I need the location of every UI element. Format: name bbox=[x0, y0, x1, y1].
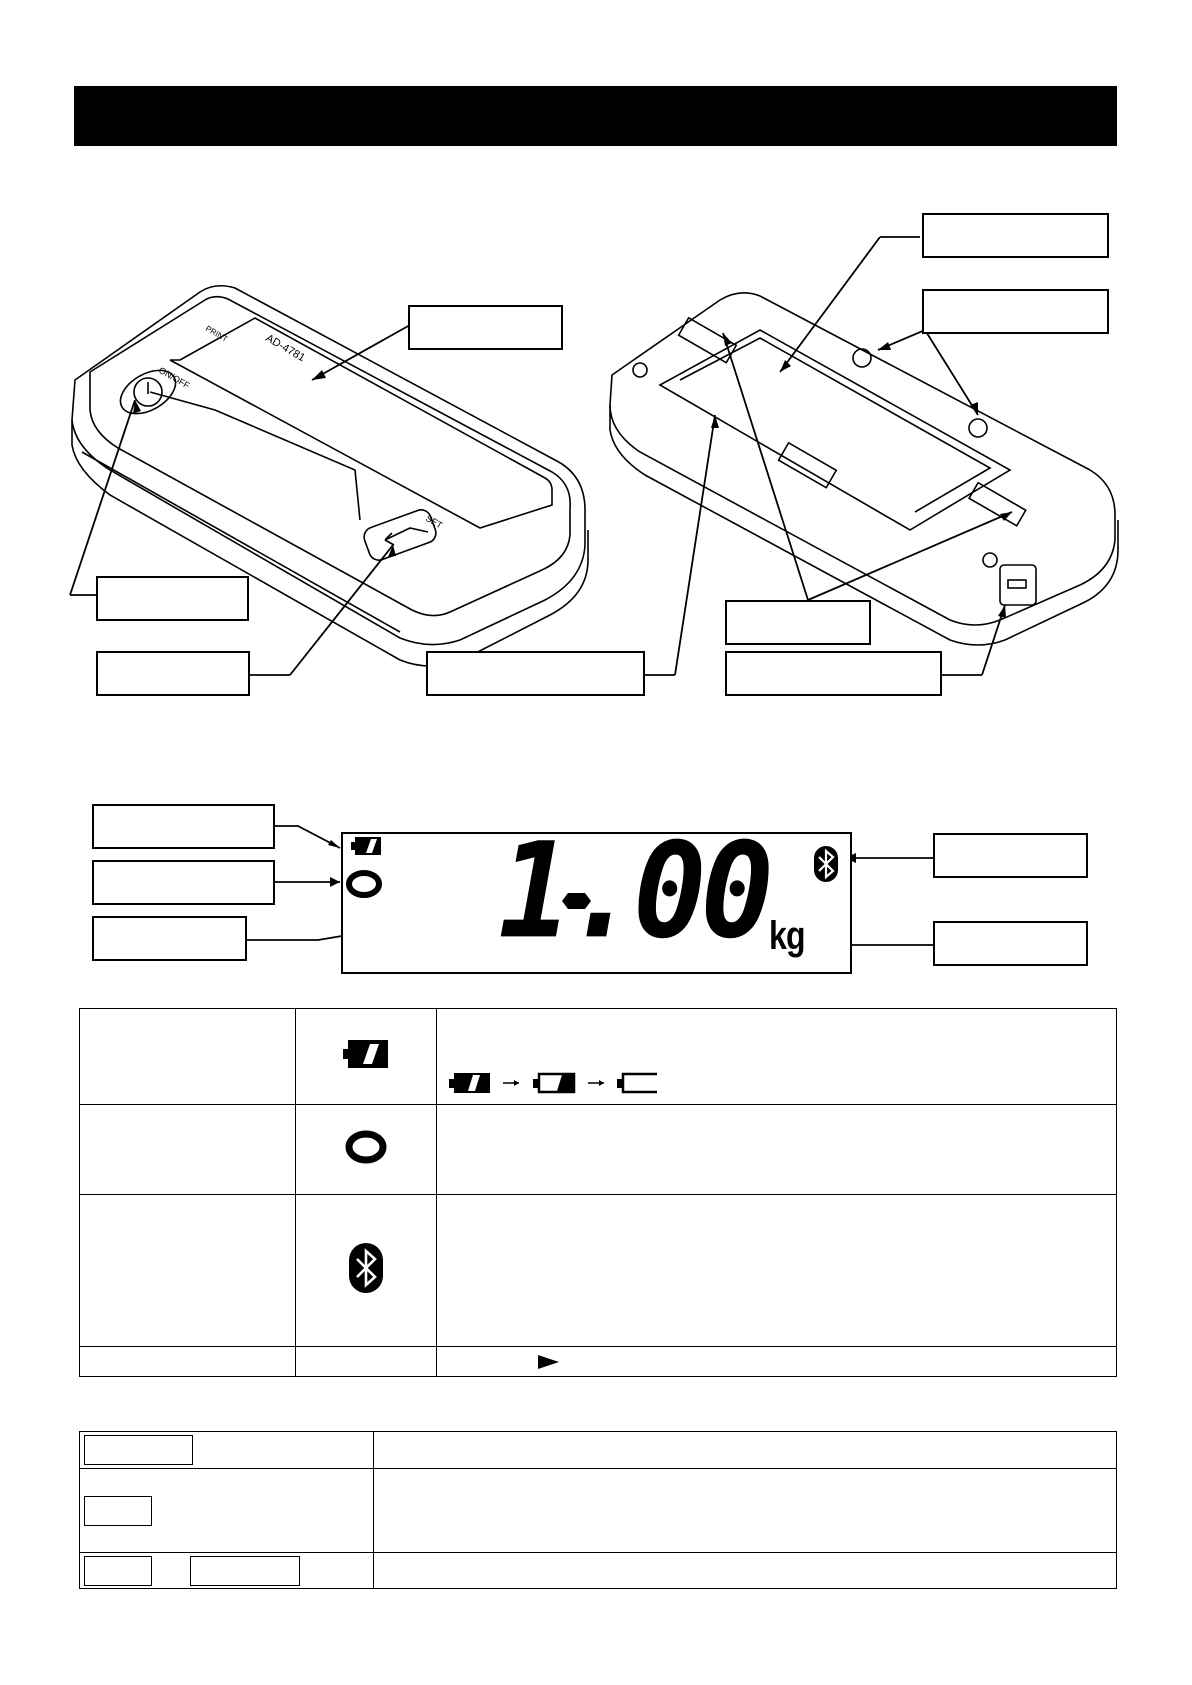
callout-weighing-pan bbox=[922, 213, 1109, 258]
stable-ring-icon bbox=[349, 873, 379, 895]
table-row bbox=[80, 1195, 1117, 1347]
indicator-name-cell bbox=[80, 1105, 296, 1195]
key-operation-table bbox=[79, 1431, 1117, 1589]
callout-battery-cover bbox=[426, 651, 645, 696]
battery-level-sequence bbox=[449, 1070, 679, 1096]
on-off-key-symbol bbox=[84, 1556, 152, 1586]
indicator-name-cell bbox=[80, 1009, 296, 1105]
indicator-description-cell bbox=[437, 1195, 1117, 1347]
key-description-cell bbox=[374, 1432, 1117, 1469]
rear-foot-2 bbox=[969, 419, 987, 437]
set-key-symbol bbox=[84, 1435, 193, 1465]
table-row bbox=[80, 1105, 1117, 1195]
rear-usb-port bbox=[1000, 565, 1036, 605]
bluetooth-icon bbox=[814, 846, 838, 882]
key-cell bbox=[80, 1553, 374, 1589]
table-row bbox=[80, 1553, 1117, 1589]
callout-on-off-key bbox=[96, 576, 249, 621]
battery-empty-icon bbox=[617, 1074, 657, 1092]
callout-display bbox=[408, 305, 563, 350]
rear-foot-1 bbox=[853, 349, 871, 367]
table-row bbox=[80, 1009, 1117, 1105]
table-row bbox=[80, 1432, 1117, 1469]
set-key-symbol bbox=[190, 1556, 300, 1586]
play-arrow-icon bbox=[537, 1354, 561, 1370]
lcd-panel bbox=[341, 814, 852, 974]
key-cell bbox=[80, 1432, 374, 1469]
indicator-name-cell bbox=[80, 1347, 296, 1377]
lcd-weight-value: 1.00 bbox=[498, 814, 768, 968]
key-cell bbox=[80, 1469, 374, 1553]
indicator-icon-cell bbox=[296, 1195, 437, 1347]
callout-set-key bbox=[96, 651, 250, 696]
indicator-description-cell bbox=[437, 1347, 1117, 1377]
key-description-cell bbox=[374, 1553, 1117, 1589]
front-print-label: PRINT bbox=[204, 323, 230, 344]
callout-usb-port bbox=[725, 651, 942, 696]
front-model-label: AD-4781 bbox=[263, 332, 308, 365]
battery-half-icon bbox=[533, 1074, 575, 1092]
on-off-key-symbol bbox=[84, 1496, 152, 1526]
front-on-off-label: ON/OFF bbox=[157, 365, 192, 391]
stable-ring-icon bbox=[344, 1129, 388, 1165]
indicator-description-cell bbox=[437, 1009, 1117, 1105]
bluetooth-icon bbox=[346, 1240, 386, 1296]
table-row bbox=[80, 1469, 1117, 1553]
battery-full-icon bbox=[449, 1073, 490, 1093]
indicator-icon-cell bbox=[296, 1009, 437, 1105]
key-description-cell bbox=[374, 1469, 1117, 1553]
indicator-table bbox=[79, 1008, 1117, 1377]
indicator-icon-cell bbox=[296, 1347, 437, 1377]
callout-feet bbox=[922, 289, 1109, 334]
indicator-icon-cell bbox=[296, 1105, 437, 1195]
battery-icon bbox=[351, 837, 381, 855]
indicator-description-cell bbox=[437, 1105, 1117, 1195]
callout-hooks bbox=[725, 600, 871, 645]
lcd-unit: kg bbox=[769, 914, 806, 958]
front-set-label: SET bbox=[424, 513, 445, 531]
table-row bbox=[80, 1347, 1117, 1377]
rear-body-outline bbox=[610, 293, 1115, 625]
battery-icon bbox=[341, 1038, 391, 1070]
indicator-name-cell bbox=[80, 1195, 296, 1347]
